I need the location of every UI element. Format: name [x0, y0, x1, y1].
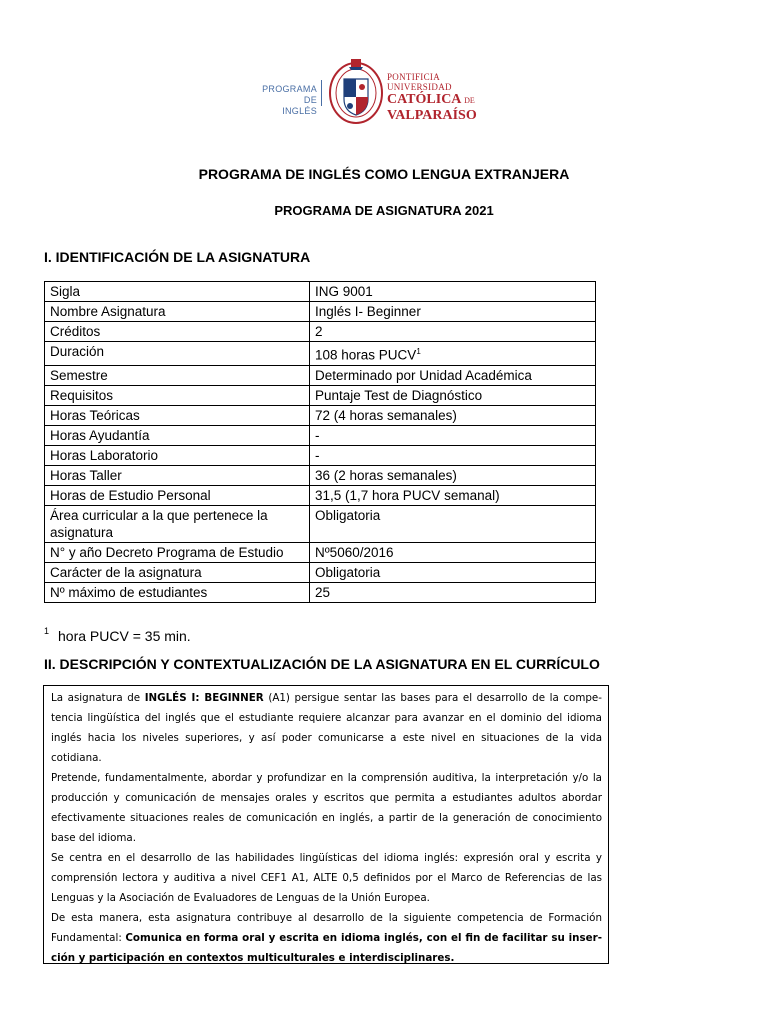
table-row [45, 425, 596, 445]
footnote-marker: 1 [416, 347, 421, 356]
row-value-text: ING 9001 [315, 284, 373, 299]
row-label: Nombre Asignatura [45, 302, 310, 322]
description-p1-text-b: (A1) persigue sentar las bases para el desarrollo de la compe-tencia lingüística del inglés que el estudiante requiere alcanzar para avanzar en el dominio del idioma inglés hacia los niveles superiores, y así poder comunicarse a este nivel en situaciones de la vida cotidiana. [51, 692, 602, 764]
row-value [310, 282, 596, 302]
row-value [310, 342, 596, 366]
row-value [310, 505, 596, 542]
row-label: Horas de Estudio Personal [45, 485, 310, 505]
row-label: Carácter de la asignatura [45, 562, 310, 582]
document-title: PROGRAMA DE INGLÉS COMO LENGUA EXTRANJERA [198, 166, 570, 182]
row-value [310, 425, 596, 445]
table-row [45, 505, 596, 542]
row-label: Duración [45, 342, 310, 366]
row-value-text: Nº5060/2016 [315, 544, 394, 560]
row-value-text: 36 (2 horas semanales) [315, 467, 457, 483]
university-logo-line3 [387, 92, 517, 108]
row-label: Horas Taller [45, 465, 310, 485]
row-label: N° y año Decreto Programa de Estudio [45, 542, 310, 562]
row-value-text: 72 (4 horas semanales) [315, 407, 457, 423]
footnote-number: 1 [44, 626, 50, 636]
identification-table [44, 281, 596, 603]
row-value [310, 542, 596, 562]
university-logo-text [387, 72, 517, 123]
description-p4-text: De esta manera, esta asignatura contribuye al desarrollo de la siguiente competencia de Formación Fundamental: [51, 912, 602, 944]
row-value [310, 365, 596, 385]
table-row [45, 542, 596, 562]
table-row [45, 302, 596, 322]
description-p4-bold: Comunica en forma oral y escrita en idioma inglés, con el fin de facilitar su inser-ción y participación en contextos multiculturales e interdisciplinares. [51, 932, 602, 964]
description-paragraph-4 [51, 908, 602, 968]
row-label: Créditos [45, 322, 310, 342]
university-logo-line1: PONTIFICIA [387, 72, 441, 82]
row-label: Requisitos [45, 385, 310, 405]
row-value [310, 445, 596, 465]
header-logo [247, 52, 517, 132]
table-row [45, 365, 596, 385]
table-row [45, 562, 596, 582]
row-value-text: Obligatoria [315, 507, 381, 523]
footnote-text: hora PUCV = 35 min. [58, 628, 191, 644]
row-value-text: Determinado por Unidad Académica [315, 367, 532, 383]
logo-divider [321, 80, 322, 106]
table-row [45, 322, 596, 342]
row-value-text: 108 horas PUCV [315, 347, 417, 363]
document-subtitle: PROGRAMA DE ASIGNATURA 2021 [274, 203, 494, 218]
row-value-text: - [315, 427, 320, 443]
footnote [44, 628, 191, 644]
row-label: Nº máximo de estudiantes [45, 582, 310, 602]
row-label: Horas Teóricas [45, 405, 310, 425]
description-paragraph-3: Se centra en el desarrollo de las habilidades lingüísticas del idioma inglés: expresión oral y escrita y comprensión lectora y auditiva a nivel CEF1 A1, ALTE 0,5 definidos por el Marco de Referencias de las Lenguas y la Asociación de Evaluadores de Lenguas de la Unión Europea. [51, 852, 602, 904]
row-label: Semestre [45, 365, 310, 385]
university-logo-line3-main: CATÓLICA [387, 92, 461, 107]
university-logo-line2: UNIVERSIDAD [387, 82, 452, 92]
program-logo-text [247, 84, 317, 117]
table-row [45, 445, 596, 465]
row-value-text: Inglés I- Beginner [315, 304, 421, 319]
university-logo-line3-suffix: DE [464, 96, 475, 105]
description-box [43, 685, 609, 964]
university-seal-icon [327, 55, 385, 127]
description-paragraph-2: Pretende, fundamentalmente, abordar y profundizar en la comprensión auditiva, la interpretación y/o la producción y comunicación de mensajes orales y escritos que permita a estudiantes adultos abordar efectivamente situaciones reales de comunicación en inglés, a partir de la generación de conocimiento base del idioma. [51, 772, 602, 844]
row-value-text: 25 [315, 584, 331, 600]
table-row [45, 465, 596, 485]
row-label: Sigla [45, 282, 310, 302]
table-row [45, 282, 596, 302]
row-label: Horas Ayudantía [45, 425, 310, 445]
row-value-text: 2 [315, 324, 323, 339]
row-value [310, 485, 596, 505]
row-value-text: - [315, 447, 320, 463]
description-p1-bold: INGLÉS I: BEGINNER [144, 692, 264, 704]
table-row [45, 405, 596, 425]
section2-heading: II. DESCRIPCIÓN Y CONTEXTUALIZACIÓN DE LA ASIGNATURA EN EL CURRÍCULO [44, 656, 600, 672]
row-value-text: 31,5 (1,7 hora PUCV semanal) [315, 487, 500, 503]
row-value [310, 562, 596, 582]
row-value [310, 465, 596, 485]
table-row [45, 385, 596, 405]
program-logo-line2: INGLÉS [282, 106, 317, 116]
row-label: Horas Laboratorio [45, 445, 310, 465]
table-row [45, 582, 596, 602]
row-value-text: Obligatoria [315, 564, 381, 580]
row-value [310, 322, 596, 342]
row-value [310, 385, 596, 405]
section1-heading: I. IDENTIFICACIÓN DE LA ASIGNATURA [44, 249, 311, 265]
row-value-text: Puntaje Test de Diagnóstico [315, 387, 483, 403]
university-logo-line4: VALPARAÍSO [387, 108, 477, 123]
row-value [310, 302, 596, 322]
row-value [310, 405, 596, 425]
description-p1-text-a: La asignatura de [51, 692, 145, 704]
table-row [45, 485, 596, 505]
table-row [45, 342, 596, 366]
description-paragraph-1 [51, 688, 602, 768]
row-label: Área curricular a la que pertenece la asignatura [45, 505, 310, 542]
row-value [310, 582, 596, 602]
program-logo-line1: PROGRAMA DE [262, 84, 317, 105]
